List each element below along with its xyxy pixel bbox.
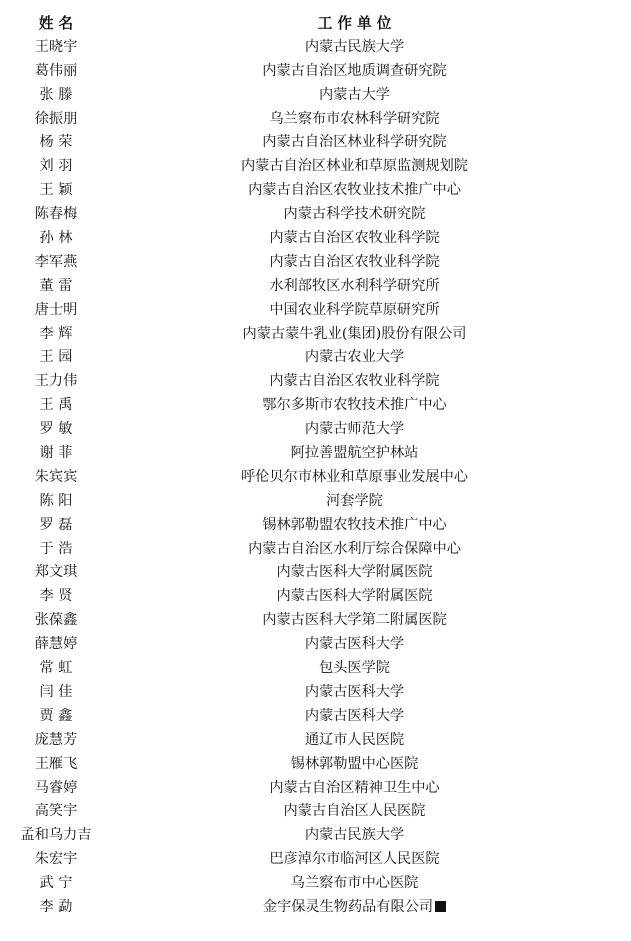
work-unit-text: 内蒙古医科大学附属医院 — [276, 564, 433, 581]
work-unit — [112, 131, 597, 155]
table-row — [0, 346, 631, 370]
work-unit — [112, 275, 597, 299]
person-name: 薛慧婷 — [34, 636, 78, 653]
work-unit-text: 内蒙古自治区农牧业科学院 — [269, 253, 440, 270]
person-name: 徐振朋 — [34, 110, 78, 127]
header-name: 姓 名 — [38, 15, 74, 32]
table-row — [0, 131, 631, 155]
work-unit — [112, 346, 597, 370]
work-unit — [112, 370, 597, 394]
table-row — [0, 299, 631, 323]
table-row — [0, 203, 631, 227]
end-of-article-mark — [435, 901, 446, 912]
person-name: 陈 阳 — [39, 492, 73, 509]
work-unit — [112, 466, 597, 490]
work-unit-text: 巴彦淖尔市临河区人民医院 — [269, 851, 440, 868]
table-row — [0, 585, 631, 609]
person-name: 朱宾宾 — [34, 468, 78, 485]
work-unit-text: 河套学院 — [326, 492, 383, 509]
work-unit — [112, 777, 597, 801]
work-unit — [112, 561, 597, 585]
work-unit-text: 内蒙古医科大学第二附属医院 — [262, 612, 447, 629]
work-unit-text: 内蒙古医科大学 — [304, 636, 405, 653]
table-row — [0, 561, 631, 585]
table-row — [0, 155, 631, 179]
name-list-table — [0, 12, 631, 920]
header-org: 工 作 单 位 — [317, 15, 392, 32]
person-name: 王力伟 — [34, 373, 78, 390]
table-row — [0, 514, 631, 538]
work-unit — [112, 538, 597, 562]
table-row — [0, 251, 631, 275]
work-unit-text: 阿拉善盟航空护林站 — [290, 445, 419, 462]
table-row — [0, 538, 631, 562]
work-unit — [112, 848, 597, 872]
work-unit — [112, 251, 597, 275]
work-unit-text: 乌兰察布市中心医院 — [290, 875, 419, 892]
work-unit — [112, 681, 597, 705]
work-unit — [112, 227, 597, 251]
work-unit — [112, 84, 597, 108]
person-name: 闫 佳 — [39, 683, 73, 700]
person-name: 于 浩 — [39, 540, 73, 557]
work-unit-text: 内蒙古蒙牛乳业(集团)股份有限公司 — [242, 325, 467, 342]
work-unit — [112, 108, 597, 132]
person-name: 张葆鑫 — [34, 612, 78, 629]
work-unit-text: 通辽市人民医院 — [304, 731, 405, 748]
work-unit — [112, 800, 597, 824]
person-name: 马睿婷 — [34, 779, 78, 796]
work-unit-text: 内蒙古自治区地质调查研究院 — [262, 62, 447, 79]
work-unit — [112, 753, 597, 777]
person-name: 杨 荣 — [39, 134, 73, 151]
table-row — [0, 657, 631, 681]
person-name: 孙 林 — [39, 230, 73, 247]
work-unit — [112, 657, 597, 681]
work-unit — [112, 609, 597, 633]
table-row — [0, 394, 631, 418]
table-row — [0, 466, 631, 490]
person-name: 常 虹 — [39, 660, 73, 677]
work-unit — [112, 585, 597, 609]
person-name: 王 园 — [39, 349, 73, 366]
table-row — [0, 227, 631, 251]
person-name: 罗 磊 — [39, 516, 73, 533]
work-unit-text: 锡林郭勒盟中心医院 — [290, 755, 419, 772]
work-unit-text: 内蒙古医科大学 — [304, 707, 405, 724]
work-unit-text: 金宇保灵生物药品有限公司 — [262, 898, 434, 915]
person-name: 李 勐 — [39, 898, 73, 915]
table-row — [0, 60, 631, 84]
work-unit-text: 包头医学院 — [319, 660, 390, 677]
work-unit — [112, 155, 597, 179]
person-name: 葛伟丽 — [34, 62, 78, 79]
work-unit — [112, 36, 597, 60]
table-row — [0, 418, 631, 442]
work-unit — [112, 705, 597, 729]
work-unit-text: 内蒙古医科大学附属医院 — [276, 588, 433, 605]
table-header — [0, 12, 631, 36]
person-name: 陈春梅 — [34, 206, 78, 223]
table-row — [0, 108, 631, 132]
work-unit-text: 中国农业科学院草原研究所 — [269, 301, 440, 318]
work-unit-text: 水利部牧区水利科学研究所 — [269, 277, 440, 294]
work-unit-text: 内蒙古民族大学 — [304, 827, 405, 844]
work-unit — [112, 490, 597, 514]
table-row — [0, 323, 631, 347]
person-name: 王晓宇 — [34, 38, 78, 55]
table-row — [0, 705, 631, 729]
work-unit — [112, 872, 597, 896]
table-row — [0, 729, 631, 753]
table-row — [0, 275, 631, 299]
work-unit-text: 内蒙古大学 — [319, 86, 390, 103]
person-name: 王雁飞 — [34, 755, 78, 772]
work-unit — [112, 203, 597, 227]
table-row — [0, 800, 631, 824]
table-row — [0, 681, 631, 705]
table-row — [0, 824, 631, 848]
work-unit-text: 锡林郭勒盟农牧技术推广中心 — [262, 516, 447, 533]
person-name: 王 禹 — [39, 397, 73, 414]
table-row — [0, 179, 631, 203]
work-unit-text: 内蒙古自治区农牧业技术推广中心 — [248, 182, 461, 199]
work-unit — [112, 418, 597, 442]
work-unit-text: 内蒙古自治区农牧业科学院 — [269, 373, 440, 390]
table-row — [0, 370, 631, 394]
person-name: 唐士明 — [34, 301, 78, 318]
person-name: 孟和乌力吉 — [20, 827, 92, 844]
work-unit-text: 内蒙古医科大学 — [304, 683, 405, 700]
person-name: 李 辉 — [39, 325, 73, 342]
work-unit-text: 内蒙古自治区人民医院 — [283, 803, 426, 820]
table-row — [0, 442, 631, 466]
work-unit — [112, 299, 597, 323]
work-unit-text: 内蒙古科学技术研究院 — [283, 206, 426, 223]
table-row — [0, 777, 631, 801]
person-name: 高笑宇 — [34, 803, 78, 820]
table-row — [0, 84, 631, 108]
table-row — [0, 753, 631, 777]
person-name: 贾 鑫 — [39, 707, 73, 724]
person-name: 郑文琪 — [34, 564, 78, 581]
work-unit — [112, 633, 597, 657]
work-unit — [112, 896, 597, 920]
person-name: 武 宁 — [39, 875, 73, 892]
person-name: 谢 菲 — [39, 445, 73, 462]
table-row — [0, 490, 631, 514]
person-name: 王 颖 — [39, 182, 73, 199]
person-name: 李军燕 — [34, 253, 78, 270]
work-unit-text: 内蒙古师范大学 — [304, 421, 405, 438]
work-unit-text: 内蒙古自治区精神卫生中心 — [269, 779, 440, 796]
work-unit — [112, 729, 597, 753]
person-name: 庞慧芳 — [34, 731, 78, 748]
work-unit-text: 内蒙古自治区水利厅综合保障中心 — [248, 540, 461, 557]
work-unit-text: 呼伦贝尔市林业和草原事业发展中心 — [240, 468, 468, 485]
work-unit — [112, 514, 597, 538]
person-name: 刘 羽 — [39, 158, 73, 175]
table-row — [0, 609, 631, 633]
person-name: 张 滕 — [39, 86, 73, 103]
table-row — [0, 872, 631, 896]
work-unit-text: 乌兰察布市农林科学研究院 — [269, 110, 440, 127]
person-name: 朱宏宇 — [34, 851, 78, 868]
work-unit — [112, 442, 597, 466]
table-row — [0, 848, 631, 872]
work-unit — [112, 323, 597, 347]
work-unit-text: 内蒙古民族大学 — [304, 38, 405, 55]
work-unit — [112, 179, 597, 203]
table-row — [0, 36, 631, 60]
work-unit — [112, 824, 597, 848]
work-unit-text: 内蒙古农业大学 — [304, 349, 405, 366]
work-unit-text: 鄂尔多斯市农牧技术推广中心 — [262, 397, 447, 414]
table-body — [0, 36, 631, 920]
table-row — [0, 896, 631, 920]
work-unit — [112, 60, 597, 84]
work-unit — [112, 394, 597, 418]
work-unit-text: 内蒙古自治区农牧业科学院 — [269, 230, 440, 247]
work-unit-text: 内蒙古自治区林业科学研究院 — [262, 134, 447, 151]
person-name: 李 贤 — [39, 588, 73, 605]
work-unit-text: 内蒙古自治区林业和草原监测规划院 — [240, 158, 468, 175]
person-name: 董 雷 — [39, 277, 73, 294]
person-name: 罗 敏 — [39, 421, 73, 438]
table-row — [0, 633, 631, 657]
